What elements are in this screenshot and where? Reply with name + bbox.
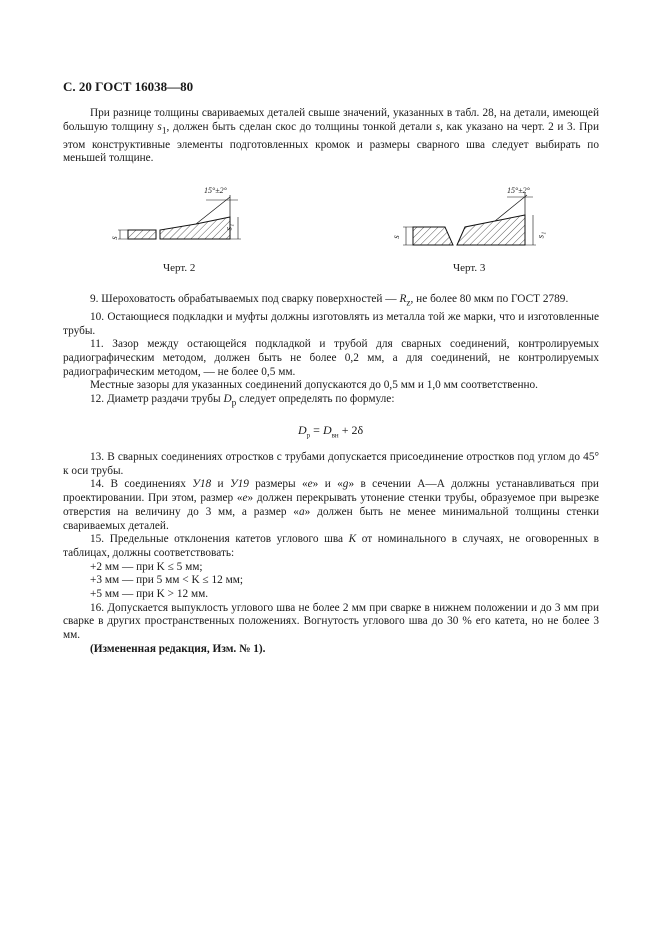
item-15-line-1: +2 мм — при K ≤ 5 мм; (90, 560, 203, 573)
figure-2-dim-s1: s₁ (223, 223, 234, 231)
item-11: 11. Зазор между остающейся подкладкой и трубой для сварных соединений, контролируемых радиографическим методом, должен быть не более 0,2 мм, а для соединений, не контролируемых радиографическим методом, — не более 0,5 мм. (63, 338, 599, 378)
figure-2-caption: Черт. 2 (163, 262, 196, 274)
item-10: 10. Остающиеся подкладки и муфты должны изготовлять из металла той же марки, что и изготовленные трубы. (63, 310, 599, 337)
item-14: 14. В соединениях У18 и У19 размеры «е» и «g» в сечении А—А должны устанавливаться при проектировании. При этом, размер «е» должен перекрывать утонение стенки трубы, образуемое при вырезке отверстия на величину до 3 мм, а размер «а» должен быть не менее минимальной толщины стенки свариваемых деталей. (63, 478, 599, 532)
item-15-line-2: +3 мм — при 5 мм < K ≤ 12 мм; (90, 574, 244, 587)
figure-2-drawing (110, 185, 250, 250)
page-header: С. 20 ГОСТ 16038—80 (63, 79, 194, 94)
item-16: 16. Допускается выпуклость углового шва не более 2 мм при сварке в нижнем положении и до 3 мм при сварке в других пространственных положениях. Вогнутость углового шва до 30 % его катета, но не более 3 мм. (63, 601, 599, 642)
items-block-1 (63, 293, 599, 411)
item-9: 9. Шероховатость обрабатываемых под сварку поверхностей — $R_z$, не более 80 мкм по ГОСТ 2789. (90, 293, 569, 309)
figure-3-caption: Черт. 3 (453, 262, 486, 274)
item-11b: Местные зазоры для указанных соединений допускаются до 0,5 мм и 1,0 мм соответственно. (90, 379, 539, 392)
intro-paragraph: При разнице толщины свариваемых деталей свыше значений, указанных в табл. 28, на детали, имеющей большую толщину $s_1$, должен быть сделан скос до толщины тонкой детали s, как указано на черт. 2 и 3. При этом конструктивные элементы подготовленных кромок и размеры сварного шва следует выбирать по меньшей толщине. (63, 107, 599, 165)
amendment-note: (Измененная редакция, Изм. № 1). (90, 642, 266, 655)
item-12: 12. Диаметр раздачи трубы $D_р$ следует определять по формуле: (90, 393, 395, 409)
figure-3-dim-s1: s₁ (535, 231, 546, 239)
figure-3-angle-label: 15°±2° (507, 186, 530, 195)
figure-2-dim-s: s (108, 236, 119, 240)
items-block-2 (63, 451, 599, 657)
item-15: 15. Предельные отклонения катетов углового шва K от номинального в случаях, не оговоренных в таблицах, должны соответствовать: (63, 533, 599, 559)
formula: $D_р = D_{вн} + 2\delta$ (298, 423, 364, 440)
figure-3-dim-s: s (390, 235, 401, 239)
figure-3-drawing (395, 185, 555, 255)
item-13: 13. В сварных соединениях отростков с трубами допускается присоединение отростков под углом до 45° к оси трубы. (63, 451, 599, 477)
item-15-line-3: +5 мм — при K > 12 мм. (90, 588, 209, 601)
figure-2-angle-label: 15°±2° (204, 186, 227, 195)
